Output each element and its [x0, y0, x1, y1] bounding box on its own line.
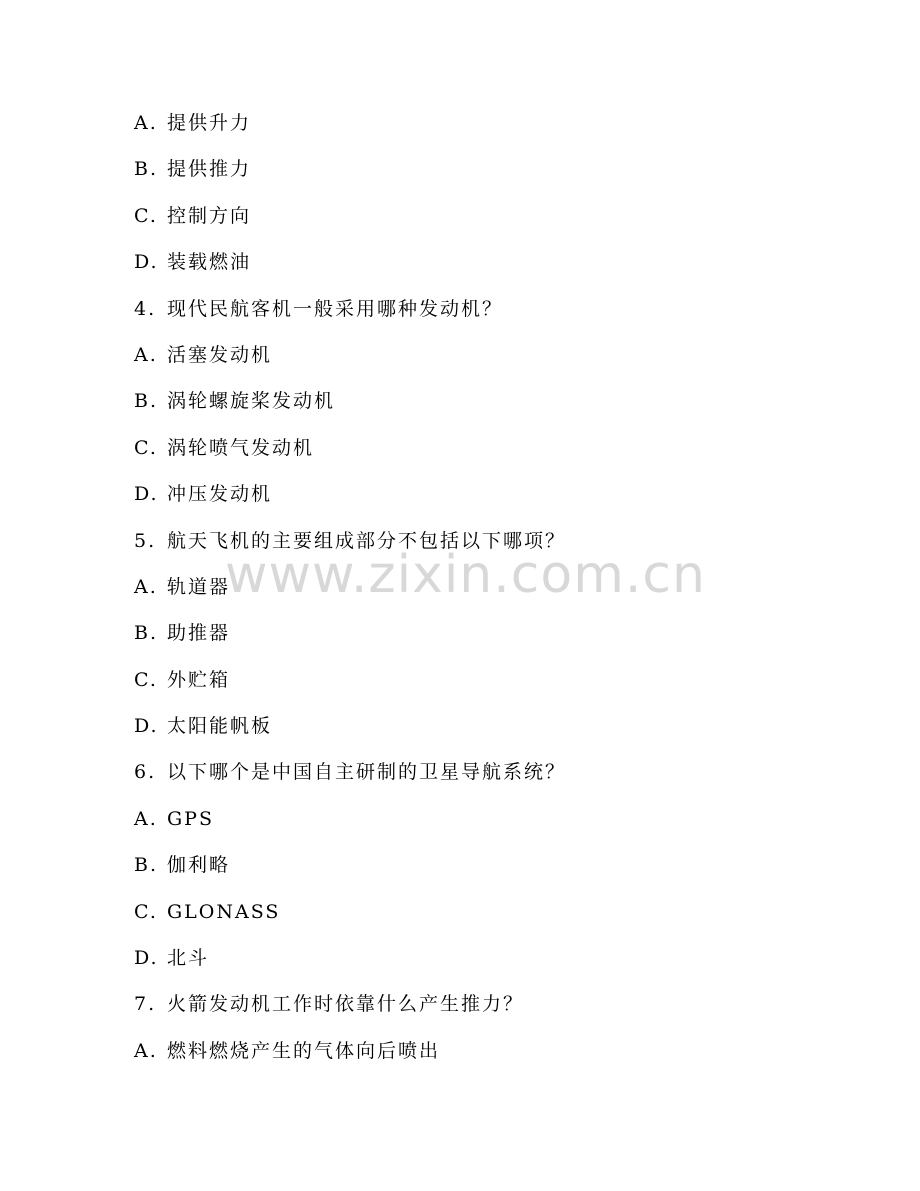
option-line — [134, 848, 566, 894]
option-marker: A. — [134, 112, 158, 134]
option-marker: B. — [134, 622, 159, 645]
option-line — [134, 431, 566, 477]
option-marker: D. — [134, 947, 159, 970]
option-line — [134, 616, 566, 662]
option-marker: A. — [134, 343, 158, 366]
option-marker: C. — [134, 900, 158, 923]
option-line — [134, 338, 566, 384]
question-line — [134, 987, 566, 1033]
question-number: 4. — [134, 297, 157, 320]
option-marker: C. — [134, 436, 158, 459]
question-number: 7. — [134, 993, 157, 1016]
option-text: 燃料燃烧产生的气体向后喷出 — [167, 1039, 441, 1062]
question-line — [134, 292, 566, 338]
option-marker: A. — [134, 1039, 158, 1062]
option-line — [134, 941, 566, 987]
option-marker: C. — [134, 204, 158, 227]
option-line — [134, 106, 566, 152]
question-number: 6. — [134, 761, 157, 784]
option-line — [134, 709, 566, 755]
question-text: 现代民航客机一般采用哪种发动机？ — [167, 297, 504, 320]
option-text: 伽利略 — [167, 854, 231, 877]
option-marker: C. — [134, 668, 158, 691]
option-marker: A. — [134, 807, 158, 830]
option-marker: D. — [134, 483, 159, 506]
option-marker: B. — [134, 158, 159, 181]
option-text: 活塞发动机 — [167, 343, 273, 366]
question-line — [134, 755, 566, 801]
watermark: www.zixin.com.cn — [225, 545, 706, 605]
option-text: 提供升力 — [167, 112, 252, 134]
option-text: 外贮箱 — [167, 668, 231, 691]
question-text: 航天飞机的主要组成部分不包括以下哪项？ — [167, 529, 567, 552]
option-text: 涡轮螺旋桨发动机 — [167, 390, 336, 413]
option-line — [134, 477, 566, 523]
option-line — [134, 895, 566, 941]
option-line — [134, 199, 566, 245]
option-line — [134, 384, 566, 430]
option-text: 太阳能帆板 — [167, 715, 273, 738]
option-text: GPS — [167, 807, 214, 830]
option-text: 轨道器 — [167, 575, 231, 598]
option-marker: B. — [134, 390, 159, 413]
question-text: 以下哪个是中国自主研制的卫星导航系统？ — [167, 761, 567, 784]
option-text: 北斗 — [167, 947, 210, 970]
option-text: 涡轮喷气发动机 — [167, 436, 315, 459]
option-line — [134, 802, 566, 848]
option-text: 冲压发动机 — [167, 483, 273, 506]
option-line — [134, 152, 566, 198]
option-line — [134, 1034, 566, 1080]
option-marker: D. — [134, 251, 159, 274]
option-marker: D. — [134, 715, 159, 738]
option-text: 装载燃油 — [167, 251, 252, 274]
question-text: 火箭发动机工作时依靠什么产生推力？ — [167, 993, 525, 1016]
option-marker: A. — [134, 575, 158, 598]
option-text: 助推器 — [167, 622, 231, 645]
option-text: GLONASS — [167, 900, 281, 923]
option-line — [134, 245, 566, 291]
option-line — [134, 663, 566, 709]
option-text: 提供推力 — [167, 158, 252, 181]
question-number: 5. — [134, 529, 157, 552]
option-marker: B. — [134, 854, 159, 877]
option-text: 控制方向 — [167, 204, 252, 227]
